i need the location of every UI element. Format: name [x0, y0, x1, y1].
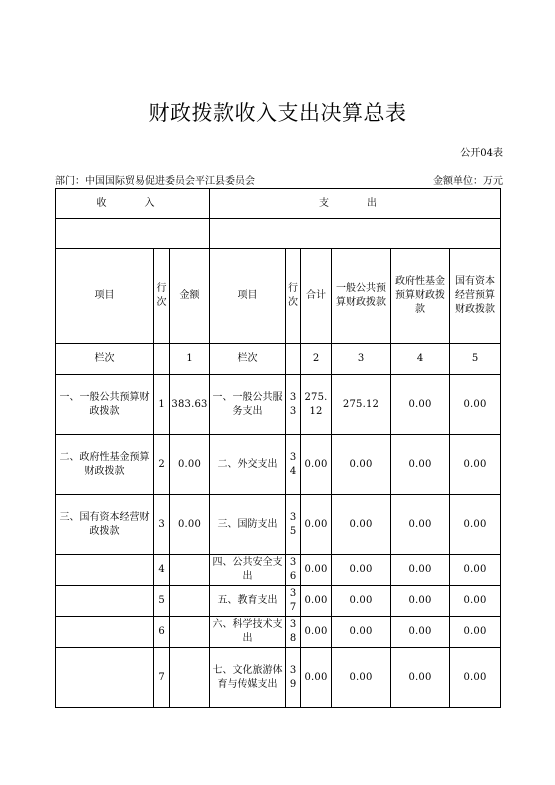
income-item [56, 617, 154, 648]
general-value: 0.00 [332, 495, 391, 555]
income-row-number: 7 [154, 648, 170, 708]
col-expense-row: 行次 [286, 249, 301, 344]
table-row [56, 435, 501, 495]
fund-value: 0.00 [391, 555, 450, 586]
index-expense-row [286, 344, 301, 375]
page-title: 财政拨款收入支出决算总表 [148, 101, 407, 125]
table-row [56, 375, 501, 435]
expense-row-number: 37 [286, 586, 301, 617]
income-item [56, 555, 154, 586]
general-value: 275.12 [332, 375, 391, 435]
total-value: 0.00 [301, 435, 332, 495]
col-expense-item: 项目 [210, 249, 286, 344]
income-row-number: 5 [154, 586, 170, 617]
column-index-row [56, 344, 501, 375]
index-amount: 1 [170, 344, 210, 375]
state-value: 0.00 [450, 375, 501, 435]
fund-value: 0.00 [391, 617, 450, 648]
table-row [56, 495, 501, 555]
table-row [56, 555, 501, 586]
expense-item: 四、公共安全支出 [210, 555, 286, 586]
table-row [56, 648, 501, 708]
col-income-item: 项目 [56, 249, 154, 344]
state-value: 0.00 [450, 586, 501, 617]
total-value: 0.00 [301, 495, 332, 555]
expense-item: 二、外交支出 [210, 435, 286, 495]
fund-value: 0.00 [391, 648, 450, 708]
index-income-row [154, 344, 170, 375]
table-row [56, 617, 501, 648]
fund-value: 0.00 [391, 435, 450, 495]
unit-label: 金额单位：万元 [433, 176, 503, 187]
index-income-label: 栏次 [56, 344, 154, 375]
expense-row-number: 36 [286, 555, 301, 586]
income-row-number: 6 [154, 617, 170, 648]
income-amount [170, 586, 210, 617]
index-state: 5 [450, 344, 501, 375]
expense-row-number: 39 [286, 648, 301, 708]
general-value: 0.00 [332, 586, 391, 617]
fund-value: 0.00 [391, 495, 450, 555]
expense-item: 五、教育支出 [210, 586, 286, 617]
index-general: 3 [332, 344, 391, 375]
income-row-number: 3 [154, 495, 170, 555]
income-item [56, 648, 154, 708]
expense-row-number: 35 [286, 495, 301, 555]
income-section-header: 收 入 [56, 189, 210, 219]
expense-item: 三、国防支出 [210, 495, 286, 555]
department-label: 部门：中国国际贸易促进委员会平江县委员会 [55, 176, 255, 187]
general-value: 0.00 [332, 555, 391, 586]
expense-item: 六、科学技术支出 [210, 617, 286, 648]
total-value: 275.12 [301, 375, 332, 435]
state-value: 0.00 [450, 495, 501, 555]
income-item: 三、国有资本经营财政拨款 [56, 495, 154, 555]
budget-table [55, 188, 501, 708]
income-item: 二、政府性基金预算财政拨款 [56, 435, 154, 495]
expense-blank-cell [210, 219, 501, 249]
income-item [56, 586, 154, 617]
state-value: 0.00 [450, 435, 501, 495]
expense-item: 一、一般公共服务支出 [210, 375, 286, 435]
income-row-number: 2 [154, 435, 170, 495]
header-row-sections [56, 189, 501, 219]
expense-row-number: 34 [286, 435, 301, 495]
header-row-blank [56, 219, 501, 249]
expense-section-header: 支 出 [210, 189, 501, 219]
income-blank-cell [56, 219, 210, 249]
income-amount [170, 555, 210, 586]
income-amount [170, 617, 210, 648]
fund-value: 0.00 [391, 375, 450, 435]
index-total: 2 [301, 344, 332, 375]
general-value: 0.00 [332, 617, 391, 648]
col-income-amount: 金额 [170, 249, 210, 344]
col-state: 国有资本经营预算财政拨款 [450, 249, 501, 344]
income-amount: 383.63 [170, 375, 210, 435]
expense-row-number: 33 [286, 375, 301, 435]
state-value: 0.00 [450, 555, 501, 586]
income-amount: 0.00 [170, 435, 210, 495]
table-code: 公开04表 [460, 148, 503, 159]
index-fund: 4 [391, 344, 450, 375]
state-value: 0.00 [450, 617, 501, 648]
state-value: 0.00 [450, 648, 501, 708]
expense-row-number: 38 [286, 617, 301, 648]
index-expense-label: 栏次 [210, 344, 286, 375]
income-amount [170, 648, 210, 708]
total-value: 0.00 [301, 586, 332, 617]
total-value: 0.00 [301, 648, 332, 708]
fund-value: 0.00 [391, 586, 450, 617]
total-value: 0.00 [301, 555, 332, 586]
total-value: 0.00 [301, 617, 332, 648]
expense-item: 七、文化旅游体育与传媒支出 [210, 648, 286, 708]
general-value: 0.00 [332, 648, 391, 708]
income-row-number: 4 [154, 555, 170, 586]
col-income-row: 行次 [154, 249, 170, 344]
header-row-columns [56, 249, 501, 344]
income-item: 一、一般公共预算财政拨款 [56, 375, 154, 435]
general-value: 0.00 [332, 435, 391, 495]
table-row [56, 586, 501, 617]
col-total: 合计 [301, 249, 332, 344]
col-general: 一般公共预算财政拨款 [332, 249, 391, 344]
income-row-number: 1 [154, 375, 170, 435]
income-amount: 0.00 [170, 495, 210, 555]
col-fund: 政府性基金预算财政拨款 [391, 249, 450, 344]
